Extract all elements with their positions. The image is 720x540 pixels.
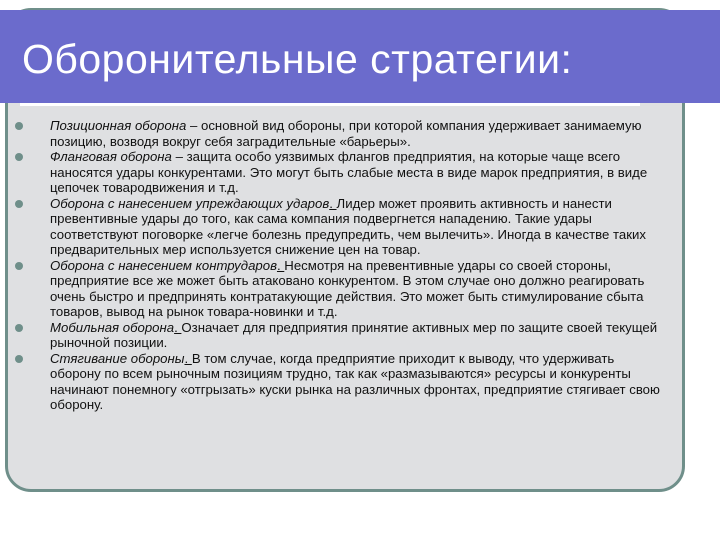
item-text: В том случае, когда предприятие приходит к выводу, что удерживать оборону по всем рыночным позициям трудно, так как «размазываются» ресурсы и конкуренты начинают понемногу «отгрызать» куски рынка на различных фронтах, предприятие стягивает свою оборону. bbox=[50, 350, 660, 412]
title-bar bbox=[0, 10, 720, 103]
list-item bbox=[50, 351, 660, 413]
bullet-list bbox=[50, 118, 660, 413]
item-term: Оборона с нанесением упреждающих ударов bbox=[50, 195, 330, 211]
item-separator: . bbox=[276, 257, 285, 273]
item-term: Позиционная оборона bbox=[50, 118, 187, 133]
item-separator: . bbox=[174, 319, 182, 335]
bullet-icon bbox=[15, 200, 23, 208]
item-text: Означает для предприятия принятие активных мер по защите своей текущей рыночной позиции. bbox=[50, 319, 658, 350]
bullet-icon bbox=[15, 355, 23, 363]
bullet-icon bbox=[15, 153, 23, 161]
item-term: Мобильная оборона bbox=[50, 319, 175, 335]
bullet-icon bbox=[15, 262, 23, 270]
list-item bbox=[50, 149, 660, 196]
item-separator: . bbox=[184, 350, 192, 366]
item-text: – основной вид обороны, при которой компания удерживает занимаемую позицию, возводя вокруг себя заградительные «барьеры». bbox=[50, 118, 642, 149]
item-separator: . bbox=[329, 195, 337, 211]
bullet-icon bbox=[15, 324, 23, 332]
slide-title: Оборонительные стратегии: bbox=[22, 36, 573, 82]
title-underline bbox=[20, 103, 640, 106]
item-term: Оборона с нанесением контрударов bbox=[50, 257, 277, 273]
list-item bbox=[50, 196, 660, 258]
list-item bbox=[50, 320, 660, 351]
list-item bbox=[50, 258, 660, 320]
item-term: Стягивание обороны bbox=[50, 350, 185, 366]
item-text: Несмотря на превентивные удары со своей стороны, предприятие все же может быть атаковано конкурентом. В этом случае оно должно реагировать очень быстро и предпринять контратакующие действия. Это может быть стимулирование сбыта товаров, вывод на рынок товара-новинки и т.д. bbox=[50, 257, 645, 319]
bullet-icon bbox=[15, 122, 23, 130]
item-text: – защита особо уязвимых флангов предприятия, на которые чаще всего наносятся удары конкурентами. Это могут быть слабые места в виде марок предприятия, в виде цепочек товародвижения и т.д. bbox=[50, 149, 648, 195]
item-term: Фланговая оборона bbox=[50, 149, 172, 164]
item-text: Лидер может проявить активность и нанести превентивные удары до того, как сама компания подвергнется нападению. Такие удары соответствуют поговорке «легче болезнь предупредить, чем вылечить». Иногда в качестве таких предварительных мер используется снижение цен на товар. bbox=[50, 195, 646, 257]
list-item bbox=[50, 118, 660, 149]
